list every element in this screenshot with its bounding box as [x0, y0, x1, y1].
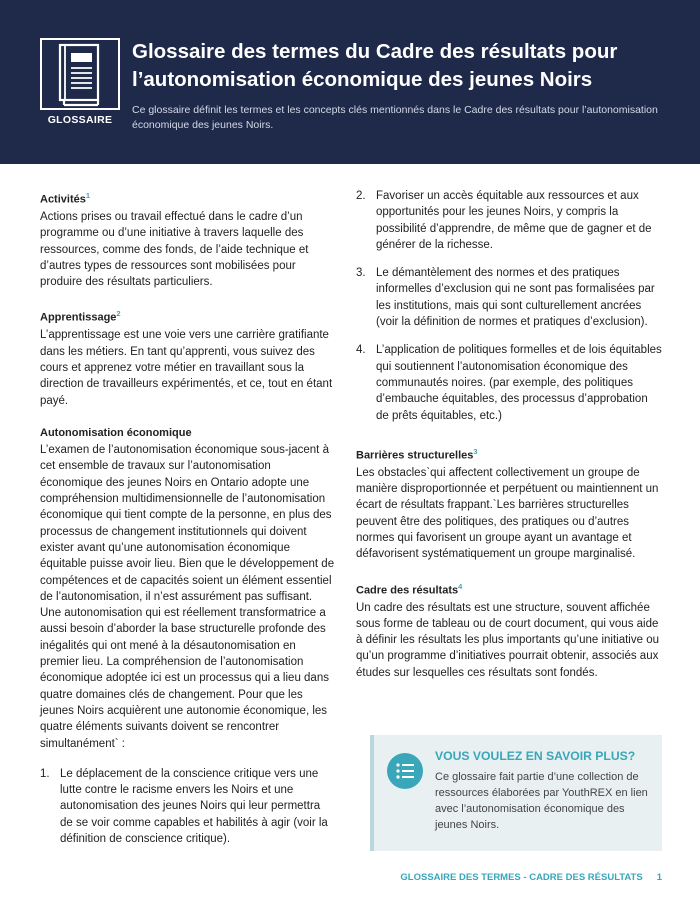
page-number: 1 — [656, 872, 662, 883]
title-line-2: l’autonomisation économique des jeunes Noirs — [132, 68, 593, 91]
term-definition: L’apprentissage est une voie vers une carrière gratifiante dans les métiers. En tant qu’apprenti, vous suivez des cours et apprenez votre métier en travaillant sous la direction de travailleurs expérimentés, et ce, tout en étant payé. — [40, 329, 333, 407]
term-definition: L’examen de l’autonomisation économique sous-jacent à cet ensemble de travaux sur l’autonomisation économique des jeunes Noirs en Ontario adopte une compréhension multidimensionnelle de l’autonomisation économique qui tient compte de la personne, en plus des processus de changement institutionnels qui doivent exister avant qu’une autonomisation économique équitable puisse avoir lieu. Bien que le développement de compétences et de capacités soient un élément essentiel de l’autonomisation, il n’est assurément pas suffisant. Une autonomisation qui est réellement transformatrice a aussi besoin d’aborder la base structurelle profonde des inégalités qui ont mené à la désautonomisation en premier lieu. La compréhension de l’autonomisation économique adoptée ici est un processus qui a lieu dans quatre domaines clés de changement. Pour que les jeunes Noirs acquièrent une autonomie économique, les quatre éléments suivants doivent se rencontrer simultanément` : — [40, 444, 335, 750]
list-item: 1. Le déplacement de la conscience critique vers une lutte contre le racisme envers les Noirs et une autonomisation des jeunes Noirs qui leur permettra de se voir comme capables et habilités à agir (voir la définition de conscience critique). — [40, 767, 328, 845]
page-footer — [370, 872, 662, 883]
title-line-1: Glossaire des termes du Cadre des résultats pour — [132, 40, 618, 63]
glossary-badge — [38, 38, 122, 136]
callout-heading: VOUS VOULEZ EN SAVOIR PLUS? — [435, 749, 636, 763]
term-definition: Actions prises ou travail effectué dans le cadre d’un programme ou d’une initiative à travers laquelle des ressources, comme des fonds, de l’aide technique et d’autres types de ressources sont mobilisées pour produire des résultats particuliers. — [40, 210, 309, 289]
callout-accent-bar — [370, 735, 374, 851]
right-column — [356, 188, 662, 697]
list-item: 4. L’application de politiques formelles et de lois équitables qui soutiennent l’autonomisation économique des communautés noires. (par exemple, des politiques d’embauche équitables, des processus d’approbation de prêts équitables, etc.) — [356, 344, 662, 422]
callout-body: Ce glossaire fait partie d’une collection de ressources élaborées par YouthREX en lien avec l’autonomisation économique des jeunes Noirs. — [435, 771, 648, 831]
page-title — [132, 38, 692, 94]
header-banner — [0, 0, 700, 164]
page-subtitle: Ce glossaire définit les termes et les concepts clés mentionnés dans le Cadre des résultats pour l’autonomisation économique des jeunes Noirs. — [132, 104, 658, 131]
list-icon — [387, 753, 423, 789]
left-column — [40, 188, 336, 859]
footer-label: GLOSSAIRE DES TERMES - CADRE DES RÉSULTATS — [400, 872, 643, 883]
term-heading: Cadre des résultats$^4$ — [356, 581, 463, 597]
term-heading: Barrières structurelles$^3$ — [356, 446, 478, 462]
term-heading: Autonomisation économique — [40, 426, 192, 439]
term-definition: Les obstacles`qui affectent collectivement un groupe de manière disproportionnée et perpétuent ou maintiennent un écart de résultats frappant.`Les barrières structurelles peuvent être des politiques, des pratiques ou d’autres normes qui favorisent un groupe ayant un avantage et défavorisent systématiquement un groupe marginalisé. — [356, 466, 659, 561]
book-icon — [40, 38, 120, 110]
list-item: 2. Favoriser un accès équitable aux ressources et aux opportunités pour les jeunes Noirs, y compris la possibilité d’apprendre, de même que de gagner et de générer de la richesse. — [356, 190, 652, 251]
numbered-list — [40, 766, 336, 847]
list-item: 3. Le démantèlement des normes et des pratiques informelles d’exclusion qui ne sont pas formalisées par les institutions, mais qui sont culturellement ancrées (voir la définition de normes et pratiques d’exclusion). — [356, 267, 655, 329]
term-definition: Un cadre des résultats est une structure, souvent affichée sous forme de tableau ou de court document, qui vous aide à définir les résultats les plus importants qu’une initiative ou qu’un programme d’initiatives pourrait obtenir, associés aux études sur lesquelles ces résultats sont fondés. — [356, 601, 659, 679]
term-heading: Activités$^1$ — [40, 191, 91, 206]
badge-label: GLOSSAIRE — [47, 114, 113, 126]
learn-more-callout — [370, 735, 662, 851]
term-heading: Apprentissage$^2$ — [40, 309, 121, 325]
